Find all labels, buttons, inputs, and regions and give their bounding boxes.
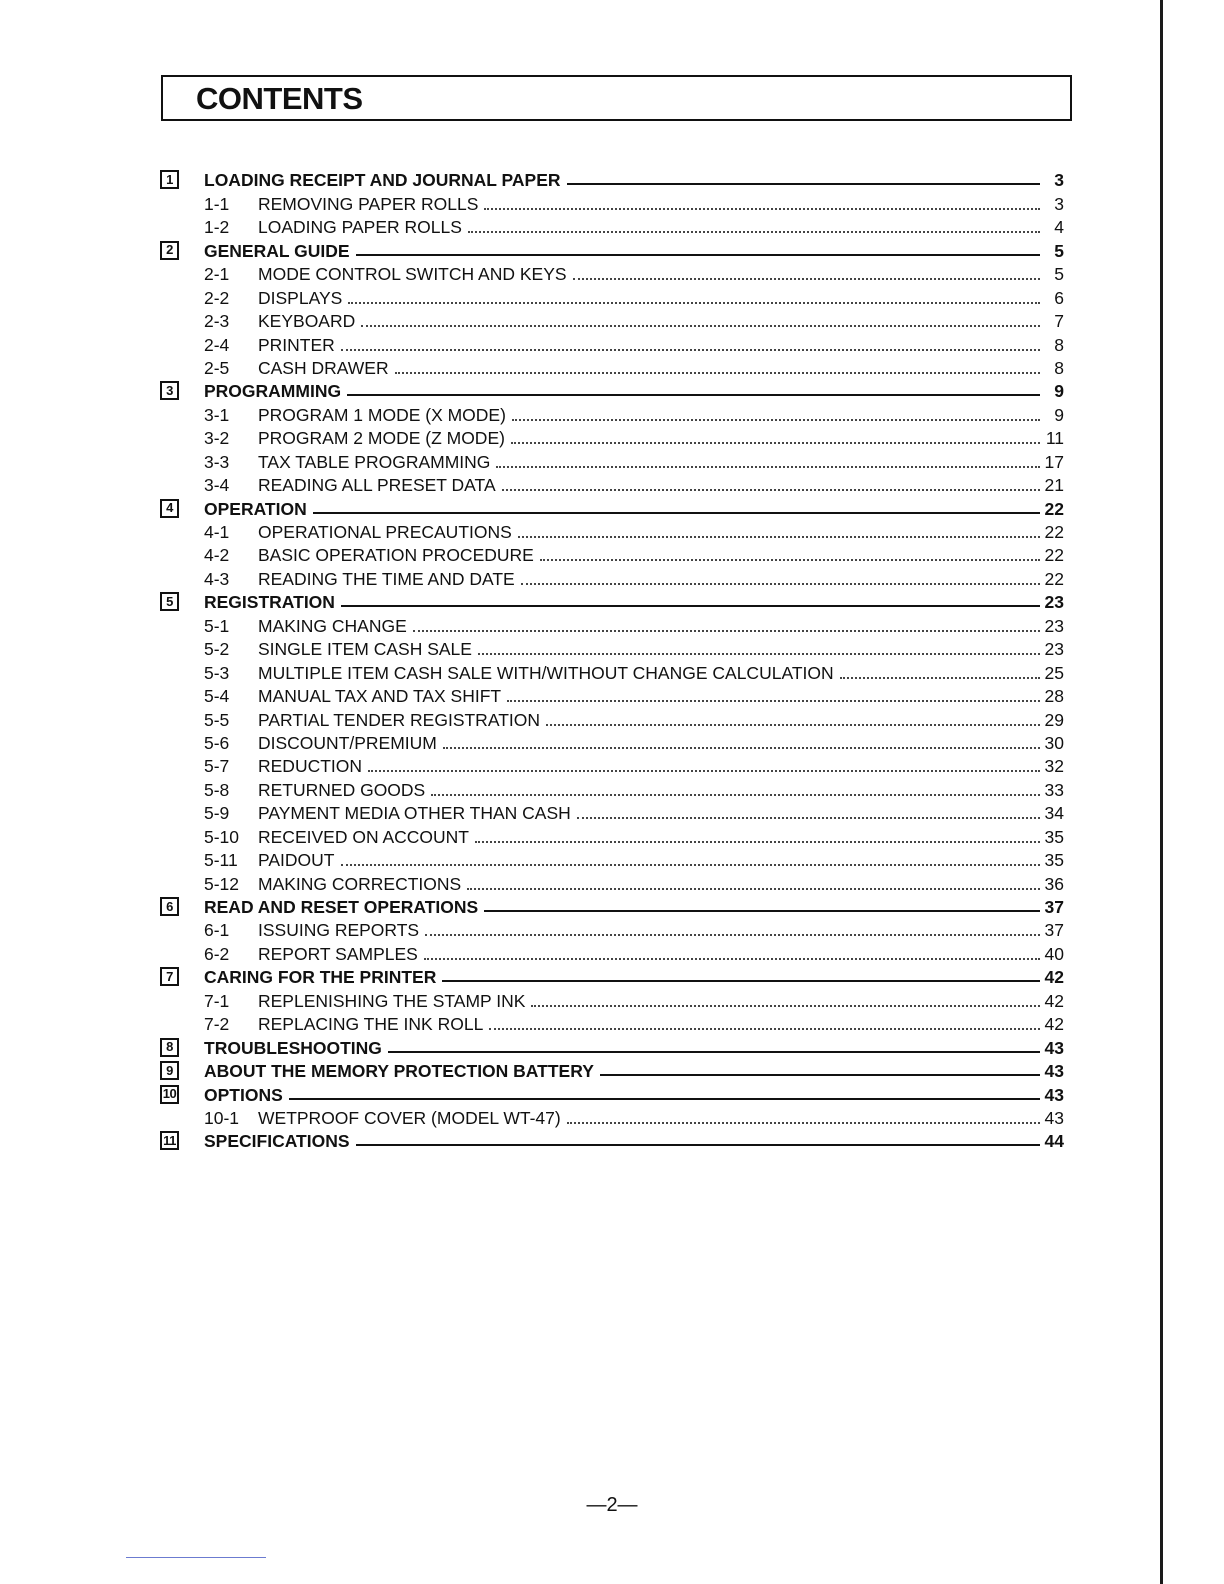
- subsection-title: LOADING PAPER ROLLS: [258, 217, 462, 238]
- table-of-contents: [160, 166, 1064, 1150]
- leader-line: [289, 1098, 1040, 1100]
- page-ref: 37: [1044, 920, 1064, 941]
- subsection-title: ISSUING REPORTS: [258, 920, 420, 941]
- section-number-box: 9: [160, 1061, 179, 1080]
- leader-dots: [425, 934, 1040, 936]
- subsection-title: PAIDOUT: [258, 850, 335, 871]
- subsection-number: 6-1: [204, 920, 230, 941]
- section-number-box: 11: [160, 1131, 179, 1150]
- subsection-title: REMOVING PAPER ROLLS: [258, 193, 479, 214]
- toc-subsection-row: [160, 541, 1064, 564]
- subsection-title: DISPLAYS: [258, 287, 343, 308]
- subsection-number: 5-4: [204, 686, 230, 707]
- toc-entry: [204, 218, 1064, 236]
- toc-subsection-row: [160, 822, 1064, 845]
- subsection-title: PROGRAM 1 MODE (X MODE): [258, 404, 506, 425]
- toc-section-row: [160, 494, 1064, 517]
- leader-dots: [518, 536, 1040, 538]
- toc-entry: [204, 359, 1064, 377]
- subsection-number: 2-3: [204, 311, 230, 332]
- subsection-number: 3-3: [204, 451, 230, 472]
- section-number-box: 8: [160, 1038, 179, 1057]
- toc-entry: [204, 406, 1064, 424]
- leader-dots: [573, 278, 1040, 280]
- toc-entry: [204, 265, 1064, 283]
- toc-subsection-row: [160, 330, 1064, 353]
- leader-dots: [467, 888, 1040, 890]
- subsection-number: 5-5: [204, 709, 230, 730]
- subsection-title: READING THE TIME AND DATE: [258, 568, 515, 589]
- page-ref: 40: [1044, 943, 1064, 964]
- leader-dots: [540, 559, 1040, 561]
- page-ref: 17: [1044, 451, 1064, 472]
- leader-dots: [424, 958, 1040, 960]
- subsection-title: REPLACING THE INK ROLL: [258, 1014, 484, 1035]
- toc-entry: [204, 1015, 1064, 1033]
- toc-entry: [204, 476, 1064, 494]
- toc-subsection-row: [160, 518, 1064, 541]
- toc-subsection-row: [160, 307, 1064, 330]
- toc-entry: [204, 992, 1064, 1010]
- subsection-title: MAKING CORRECTIONS: [258, 873, 462, 894]
- subsection-number: 2-2: [204, 287, 230, 308]
- toc-entry: [204, 429, 1064, 447]
- page-ref: 22: [1044, 545, 1064, 566]
- leader-dots: [361, 325, 1040, 327]
- toc-subsection-row: [160, 1010, 1064, 1033]
- toc-subsection-row: [160, 189, 1064, 212]
- toc-section-row: [160, 893, 1064, 916]
- subsection-title: PAYMENT MEDIA OTHER THAN CASH: [258, 803, 571, 824]
- subsection-number: 6-2: [204, 943, 230, 964]
- toc-entry: [204, 640, 1064, 658]
- subsection-title: MULTIPLE ITEM CASH SALE WITH/WITHOUT CHANGE CALCULATION: [258, 662, 834, 683]
- page-edge-line: [1160, 0, 1163, 1584]
- toc-entry: [204, 851, 1064, 869]
- page-ref: 35: [1044, 826, 1064, 847]
- toc-subsection-row: [160, 1104, 1064, 1127]
- leader-dots: [484, 208, 1040, 210]
- toc-subsection-row: [160, 986, 1064, 1009]
- leader-dots: [840, 677, 1040, 679]
- leader-dots: [546, 724, 1040, 726]
- subsection-title: MODE CONTROL SWITCH AND KEYS: [258, 264, 567, 285]
- toc-subsection-row: [160, 400, 1064, 423]
- leader-dots: [413, 630, 1040, 632]
- page-ref: 42: [1044, 990, 1064, 1011]
- section-title: ABOUT THE MEMORY PROTECTION BATTERY: [204, 1061, 594, 1082]
- toc-entry: [204, 1109, 1064, 1127]
- page-ref: 43: [1044, 1037, 1064, 1058]
- section-number-box: 6: [160, 897, 179, 916]
- toc-entry: [204, 593, 1064, 611]
- leader-line: [567, 183, 1040, 185]
- subsection-number: 5-6: [204, 732, 230, 753]
- page-ref: 34: [1044, 803, 1064, 824]
- page-ref: 43: [1044, 1107, 1064, 1128]
- toc-section-row: [160, 588, 1064, 611]
- section-number-box: 3: [160, 381, 179, 400]
- subsection-title: TAX TABLE PROGRAMMING: [258, 451, 491, 472]
- toc-entry: [204, 1132, 1064, 1150]
- subsection-number: 5-1: [204, 615, 230, 636]
- subsection-number: 7-1: [204, 990, 230, 1011]
- page-ref: 44: [1044, 1131, 1064, 1152]
- leader-dots: [341, 864, 1041, 866]
- toc-entry: [204, 1086, 1064, 1104]
- leader-dots: [478, 653, 1040, 655]
- subsection-number: 5-3: [204, 662, 230, 683]
- subsection-title: REPORT SAMPLES: [258, 943, 418, 964]
- subsection-title: RECEIVED ON ACCOUNT: [258, 826, 469, 847]
- page-ref: 23: [1044, 639, 1064, 660]
- toc-subsection-row: [160, 775, 1064, 798]
- page-ref: 6: [1054, 287, 1064, 308]
- toc-entry: [204, 523, 1064, 541]
- contents-title-box: [161, 75, 1072, 121]
- subsection-title: RETURNED GOODS: [258, 779, 426, 800]
- footer-rule: [126, 1557, 266, 1558]
- toc-subsection-row: [160, 658, 1064, 681]
- toc-subsection-row: [160, 354, 1064, 377]
- page-ref: 3: [1054, 193, 1064, 214]
- subsection-title: MAKING CHANGE: [258, 615, 407, 636]
- section-number-box: 4: [160, 499, 179, 518]
- subsection-number: 3-4: [204, 475, 230, 496]
- toc-section-row: [160, 166, 1064, 189]
- section-title: OPERATION: [204, 498, 307, 519]
- leader-dots: [348, 302, 1040, 304]
- page-ref: 22: [1044, 522, 1064, 542]
- subsection-title: SINGLE ITEM CASH SALE: [258, 639, 472, 660]
- page-ref: 42: [1044, 967, 1064, 988]
- toc-entry: [204, 968, 1064, 986]
- subsection-number: 7-2: [204, 1014, 230, 1035]
- section-title: LOADING RECEIPT AND JOURNAL PAPER: [204, 170, 561, 191]
- leader-line: [341, 605, 1040, 607]
- toc-entry: [204, 664, 1064, 682]
- page-ref: 3: [1054, 170, 1064, 191]
- leader-line: [313, 512, 1040, 514]
- section-number-box: 7: [160, 967, 179, 986]
- toc-subsection-row: [160, 611, 1064, 634]
- toc-subsection-row: [160, 213, 1064, 236]
- section-title: REGISTRATION: [204, 592, 335, 613]
- toc-subsection-row: [160, 846, 1064, 869]
- toc-section-row: [160, 1057, 1064, 1080]
- leader-dots: [489, 1028, 1040, 1030]
- toc-entry: [204, 289, 1064, 307]
- toc-entry: [204, 546, 1064, 564]
- page-ref: 29: [1044, 709, 1064, 730]
- subsection-number: 5-8: [204, 779, 230, 800]
- page-ref: 28: [1044, 686, 1064, 707]
- toc-entry: [204, 1062, 1064, 1080]
- toc-subsection-row: [160, 752, 1064, 775]
- page-ref: 11: [1045, 428, 1064, 449]
- toc-subsection-row: [160, 916, 1064, 939]
- leader-dots: [341, 349, 1040, 351]
- page-ref: 43: [1044, 1084, 1064, 1105]
- toc-subsection-row: [160, 283, 1064, 306]
- page-ref: 42: [1044, 1014, 1064, 1035]
- subsection-title: DISCOUNT/PREMIUM: [258, 732, 437, 753]
- subsection-title: BASIC OPERATION PROCEDURE: [258, 545, 534, 566]
- leader-dots: [531, 1005, 1040, 1007]
- subsection-title: WETPROOF COVER (MODEL WT-47): [258, 1107, 561, 1128]
- subsection-number: 3-2: [204, 428, 230, 449]
- page-ref: 36: [1044, 873, 1064, 894]
- page-ref: 7: [1054, 311, 1064, 332]
- page-ref: 8: [1054, 334, 1064, 355]
- leader-dots: [521, 583, 1040, 585]
- toc-section-row: [160, 963, 1064, 986]
- toc-entry: [204, 781, 1064, 799]
- page-number: —2—: [586, 1494, 638, 1516]
- toc-subsection-row: [160, 260, 1064, 283]
- toc-entry: [204, 312, 1064, 330]
- toc-subsection-row: [160, 682, 1064, 705]
- subsection-title: REDUCTION: [258, 756, 363, 777]
- subsection-number: 5-12: [204, 873, 240, 894]
- page-ref: 25: [1044, 662, 1064, 683]
- leader-dots: [507, 700, 1040, 702]
- subsection-number: 1-2: [204, 217, 230, 238]
- page-ref: 30: [1044, 732, 1064, 753]
- subsection-number: 4-3: [204, 568, 230, 589]
- page-ref: 22: [1044, 568, 1064, 589]
- toc-section-row: [160, 1127, 1064, 1150]
- section-number-box: 10: [160, 1085, 179, 1104]
- section-title: TROUBLESHOOTING: [204, 1037, 382, 1058]
- toc-entry: [204, 757, 1064, 775]
- toc-subsection-row: [160, 939, 1064, 962]
- subsection-number: 2-4: [204, 334, 230, 355]
- subsection-title: KEYBOARD: [258, 311, 356, 332]
- toc-entry: [204, 711, 1064, 729]
- toc-entry: [204, 875, 1064, 893]
- toc-subsection-row: [160, 424, 1064, 447]
- page-ref: 22: [1044, 498, 1064, 519]
- subsection-title: PROGRAM 2 MODE (Z MODE): [258, 428, 505, 449]
- leader-dots: [368, 770, 1040, 772]
- subsection-number: 5-7: [204, 756, 230, 777]
- page-ref: 21: [1044, 475, 1064, 496]
- subsection-number: 5-10: [204, 826, 240, 847]
- toc-entry: [204, 617, 1064, 635]
- subsection-number: 3-1: [204, 404, 230, 425]
- section-title: GENERAL GUIDE: [204, 240, 350, 261]
- subsection-number: 4-2: [204, 545, 230, 566]
- subsection-title: PRINTER: [258, 334, 335, 355]
- leader-dots: [475, 841, 1040, 843]
- section-title: READ AND RESET OPERATIONS: [204, 897, 479, 917]
- page-ref: 4: [1054, 217, 1064, 238]
- page-ref: 23: [1044, 592, 1064, 613]
- toc-subsection-row: [160, 635, 1064, 658]
- toc-entry: [204, 945, 1064, 963]
- toc-section-row: [160, 377, 1064, 400]
- toc-entry: [204, 1039, 1064, 1057]
- toc-section-row: [160, 1080, 1064, 1103]
- toc-subsection-row: [160, 705, 1064, 728]
- toc-subsection-row: [160, 729, 1064, 752]
- toc-entry: [204, 734, 1064, 752]
- leader-dots: [496, 466, 1040, 468]
- toc-subsection-row: [160, 799, 1064, 822]
- section-title: PROGRAMMING: [204, 381, 342, 402]
- leader-dots: [395, 372, 1040, 374]
- toc-subsection-row: [160, 564, 1064, 587]
- subsection-title: REPLENISHING THE STAMP INK: [258, 990, 526, 1011]
- page-ref: 9: [1054, 381, 1064, 402]
- toc-entry: [204, 898, 1064, 916]
- page-ref: 23: [1044, 615, 1064, 636]
- subsection-number: 2-5: [204, 357, 230, 378]
- subsection-number: 5-2: [204, 639, 230, 660]
- leader-line: [484, 910, 1040, 912]
- toc-entry: [204, 921, 1064, 939]
- leader-dots: [567, 1122, 1040, 1124]
- section-number-box: 1: [160, 170, 179, 189]
- toc-entry: [204, 382, 1064, 400]
- subsection-number: 4-1: [204, 522, 230, 542]
- leader-line: [347, 394, 1040, 396]
- subsection-number: 10-1: [204, 1107, 240, 1128]
- toc-section-row: [160, 236, 1064, 259]
- leader-dots: [577, 817, 1040, 819]
- section-number-box: 5: [160, 592, 179, 611]
- page-ref: 5: [1054, 240, 1064, 261]
- toc-entry: [204, 804, 1064, 822]
- leader-line: [388, 1051, 1040, 1053]
- leader-dots: [512, 419, 1040, 421]
- section-title: SPECIFICATIONS: [204, 1131, 350, 1152]
- section-title: CARING FOR THE PRINTER: [204, 967, 437, 988]
- page-ref: 43: [1044, 1061, 1064, 1082]
- leader-dots: [511, 442, 1040, 444]
- subsection-number: 5-9: [204, 803, 230, 824]
- leader-line: [442, 980, 1040, 982]
- toc-entry: [204, 828, 1064, 846]
- page-title: CONTENTS: [196, 81, 363, 116]
- leader-dots: [468, 231, 1040, 233]
- toc-subsection-row: [160, 869, 1064, 892]
- toc-section-row: [160, 1033, 1064, 1056]
- page-ref: 37: [1044, 897, 1064, 917]
- subsection-title: MANUAL TAX AND TAX SHIFT: [258, 686, 502, 707]
- toc-subsection-row: [160, 447, 1064, 470]
- subsection-title: CASH DRAWER: [258, 357, 389, 378]
- toc-entry: [204, 687, 1064, 705]
- page-ref: 35: [1044, 850, 1064, 871]
- leader-dots: [443, 747, 1040, 749]
- page-ref: 32: [1044, 756, 1064, 777]
- page-ref: 8: [1054, 357, 1064, 378]
- subsection-number: 5-11: [204, 850, 238, 871]
- toc-entry: [204, 453, 1064, 471]
- toc-entry: [204, 336, 1064, 354]
- subsection-title: OPERATIONAL PRECAUTIONS: [258, 522, 512, 542]
- toc-entry: [204, 195, 1064, 213]
- subsection-title: READING ALL PRESET DATA: [258, 475, 496, 496]
- leader-dots: [431, 794, 1040, 796]
- leader-dots: [502, 489, 1040, 491]
- toc-entry: [204, 500, 1064, 518]
- leader-line: [600, 1074, 1040, 1076]
- subsection-number: 2-1: [204, 264, 230, 285]
- subsection-number: 1-1: [204, 193, 230, 214]
- section-number-box: 2: [160, 241, 179, 260]
- toc-subsection-row: [160, 471, 1064, 494]
- section-title: OPTIONS: [204, 1084, 283, 1105]
- page-ref: 5: [1054, 264, 1064, 285]
- toc-entry: [204, 171, 1064, 189]
- toc-entry: [204, 242, 1064, 260]
- toc-entry: [204, 570, 1064, 588]
- page-ref: 9: [1054, 404, 1064, 425]
- page-ref: 33: [1044, 779, 1064, 800]
- leader-line: [356, 254, 1040, 256]
- subsection-title: PARTIAL TENDER REGISTRATION: [258, 709, 540, 730]
- leader-line: [356, 1144, 1040, 1146]
